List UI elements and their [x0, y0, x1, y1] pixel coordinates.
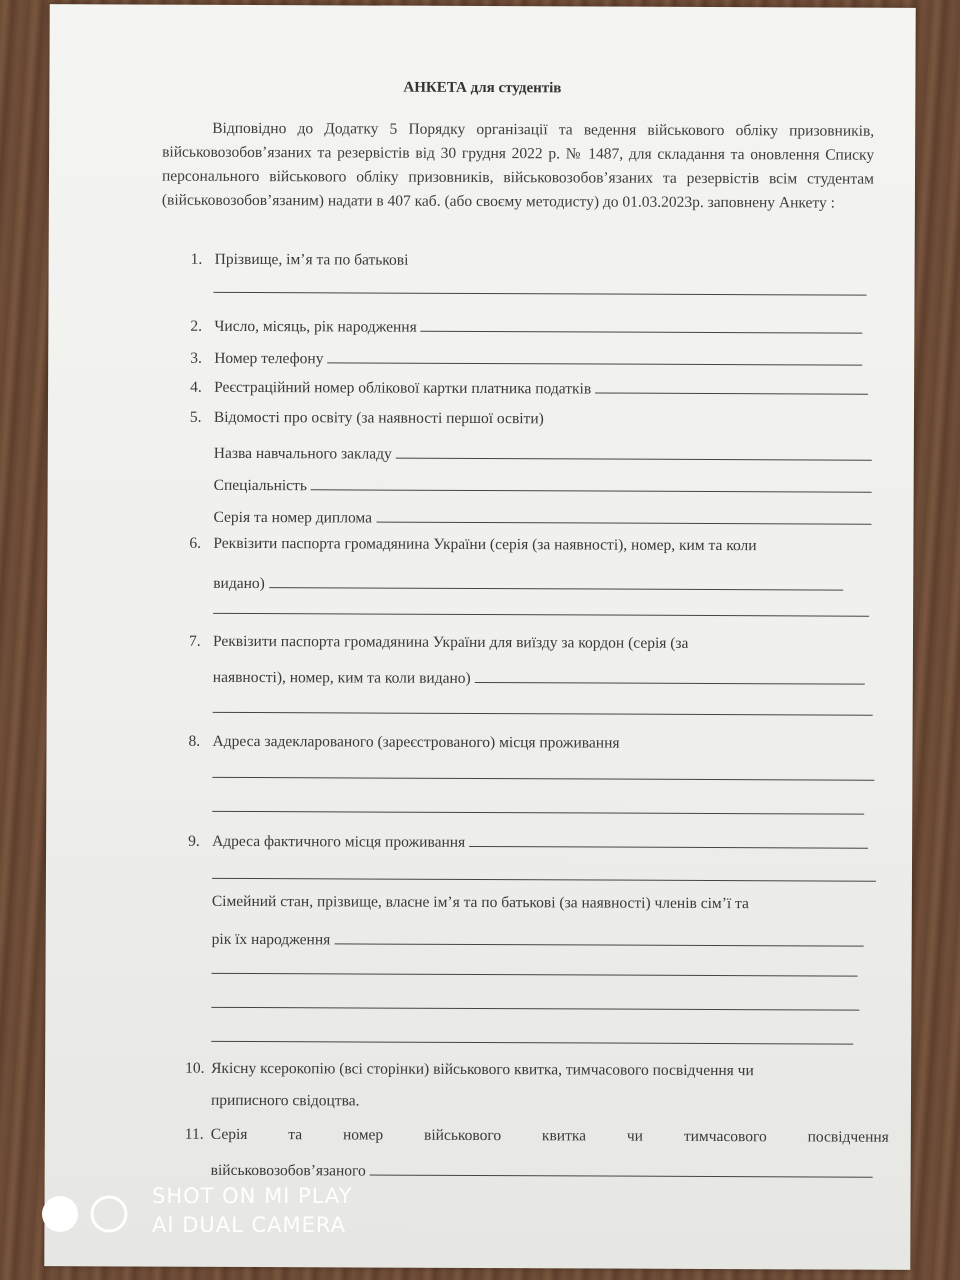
family-row: [212, 893, 749, 913]
q6-row2: [213, 573, 843, 596]
q4-number: 4.: [190, 378, 202, 396]
q2-answer-line[interactable]: [421, 317, 863, 334]
q8-label: Адреса задекларованого (зареєстрованого) місця проживання: [212, 732, 620, 752]
q9-answer-line2[interactable]: [212, 878, 876, 882]
q9-label: Адреса фактичного місця проживання: [212, 832, 466, 851]
watermark-line1: SHOT ON MI PLAY: [152, 1184, 353, 1208]
q7-row: [189, 633, 689, 653]
family-answer-line[interactable]: [334, 929, 863, 946]
watermark-line2: AI DUAL CAMERA: [152, 1213, 347, 1237]
family-label-line2: рік їх народження: [211, 930, 331, 949]
q11-word: Серія: [210, 1125, 248, 1143]
q5-label: Відомості про освіту (за наявності першої освіти): [213, 408, 544, 428]
q5-institution-row: [214, 443, 872, 466]
form-title: АНКЕТА для студентів: [403, 79, 562, 97]
q4-row: [190, 377, 868, 400]
form-paper: [44, 4, 915, 1270]
watermark-text: [152, 1182, 352, 1240]
q5-row: [190, 409, 544, 429]
q5-number: 5.: [189, 408, 202, 426]
q3-answer-line[interactable]: [327, 348, 862, 365]
family-answer-line2[interactable]: [212, 973, 858, 977]
q11-word: посвідчення: [807, 1128, 889, 1146]
q9-number: 9.: [188, 832, 200, 850]
q5-diploma-row: [213, 507, 871, 530]
q11-word: номер: [342, 1126, 384, 1144]
q7-row2: [213, 667, 865, 690]
q7-label-line2: наявності), номер, ким та коли видано): [212, 668, 471, 687]
q2-number: 2.: [190, 317, 203, 335]
q6-row: [189, 535, 756, 555]
intro-paragraph: Відповідно до Додатку 5 Порядку організації та ведення військового обліку призовників, військовозобов’язаних та резервістів від 30 грудня 2022 р. № 1487, для складання та оновлення Списку персонального військового обліку призовників, військовозобов’язаних та резервістів всім студентам (військовозобов’язаним) надати в 407 каб. (або своєму методисту) до 01.03.2023р. заповнену Анкету :: [161, 119, 875, 212]
q1-answer-line[interactable]: [213, 292, 866, 296]
q6-label-line1: Реквізити паспорта громадянина України (серія (за наявності), номер, ким та коли: [213, 534, 757, 555]
q6-answer-line[interactable]: [269, 573, 843, 591]
q3-label: Номер телефону: [214, 349, 324, 368]
q11-word: тимчасового: [683, 1127, 767, 1146]
q6-label-line2: видано): [213, 574, 265, 593]
q5-diploma-line[interactable]: [376, 508, 872, 525]
q10-row2: [211, 1092, 360, 1111]
q1-number: 1.: [190, 250, 203, 268]
q11-row: [185, 1126, 889, 1147]
q7-number: 7.: [188, 632, 201, 650]
q11-label-line2: військовозобов’язаного: [210, 1161, 366, 1180]
q5-specialty-row: [214, 475, 872, 498]
q8-answer-line1[interactable]: [212, 777, 874, 781]
q7-answer-line[interactable]: [475, 668, 865, 685]
q10-number: 10.: [185, 1059, 205, 1077]
family-row2: [212, 929, 864, 952]
form-content: [44, 4, 915, 1270]
q9-row: [188, 831, 868, 854]
q5-institution-label: Назва навчального закладу: [213, 444, 392, 463]
q11-answer-line[interactable]: [370, 1161, 873, 1178]
q1-row: [191, 251, 409, 270]
q5-diploma-label: Серія та номер диплома: [213, 508, 373, 527]
q11-row2: [211, 1160, 873, 1183]
q9-answer-line[interactable]: [469, 832, 868, 849]
q10-row: [185, 1060, 754, 1080]
q11-label-line1: [211, 1126, 889, 1147]
q7-label-line1: Реквізити паспорта громадянина України для виїзду за кордон (серія (за: [212, 632, 689, 652]
q11-number: 11.: [184, 1125, 204, 1143]
q10-label-line2: приписного свідоцтва.: [210, 1091, 360, 1110]
q5-institution-line[interactable]: [396, 444, 872, 461]
q3-number: 3.: [190, 349, 202, 367]
family-answer-line3[interactable]: [211, 1007, 859, 1011]
camera-dots-icon: [40, 1194, 132, 1234]
q11-word: та: [288, 1126, 303, 1144]
q11-word: військового: [424, 1126, 502, 1145]
q4-answer-line[interactable]: [595, 379, 868, 395]
q10-label-line1: Якісну ксерокопію (всі сторінки) військового квитка, тимчасового посвідчення чи: [211, 1059, 754, 1080]
q6-number: 6.: [189, 534, 202, 552]
q8-number: 8.: [188, 732, 201, 750]
q7-answer-line2[interactable]: [213, 712, 873, 716]
q1-label: Прізвище, ім’я та по батькові: [214, 250, 409, 269]
q4-label: Реєстраційний номер облікової картки платника податків: [214, 378, 592, 398]
q5-specialty-line[interactable]: [311, 475, 872, 492]
q11-word: квитка: [541, 1127, 587, 1145]
q5-specialty-label: Спеціальність: [213, 476, 307, 495]
q2-label: Число, місяць, рік народження: [214, 317, 417, 336]
q11-word: чи: [626, 1127, 644, 1145]
camera-watermark: [40, 1182, 380, 1242]
q8-answer-line2[interactable]: [212, 811, 864, 815]
family-answer-line4[interactable]: [211, 1041, 853, 1045]
q3-row: [190, 348, 862, 371]
q2-row: [190, 316, 862, 339]
family-label-line1: Сімейний стан, прізвище, власне ім’я та по батькові (за наявності) членів сім’ї та: [211, 892, 749, 913]
q6-answer-line2[interactable]: [213, 613, 869, 617]
q8-row: [189, 733, 620, 753]
